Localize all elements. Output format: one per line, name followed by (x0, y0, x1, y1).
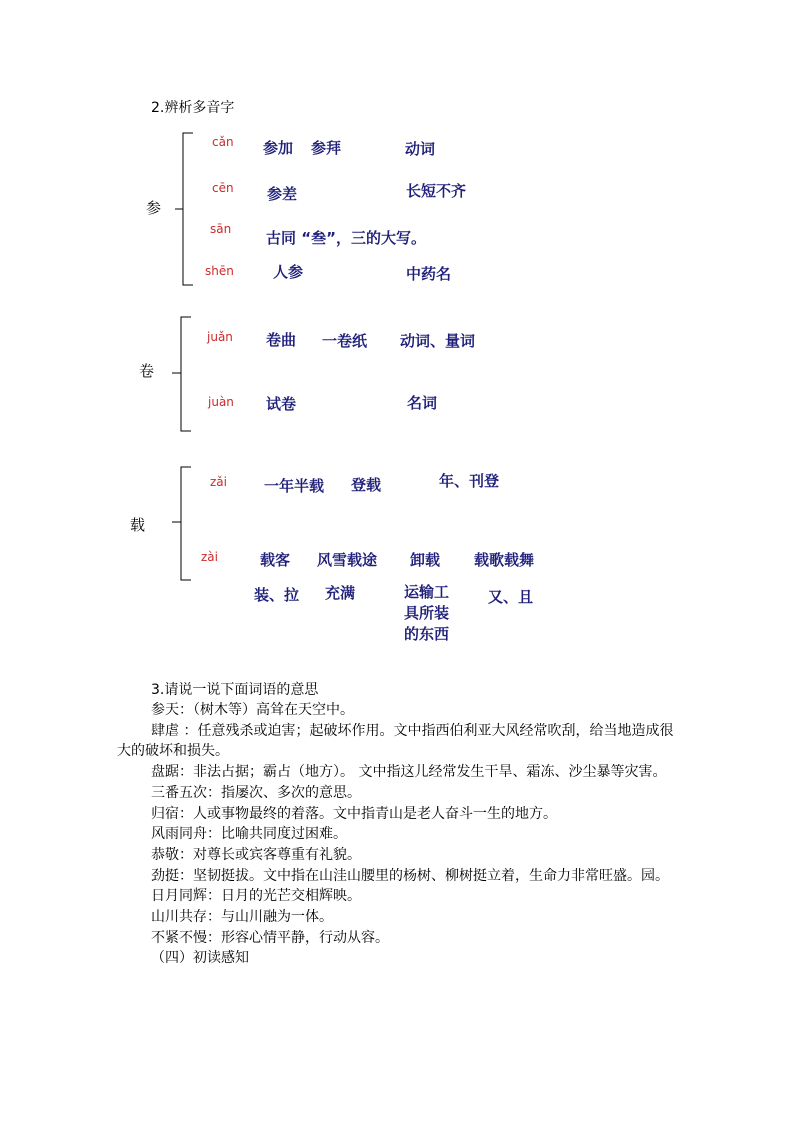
section-3-title: 3.请说一说下面词语的意思 (151, 682, 319, 698)
word-juanqu: 卷曲 (266, 331, 297, 349)
word-cenci: 参差 (267, 185, 298, 203)
word-renshen: 人参 (273, 263, 304, 281)
section-3 (151, 680, 681, 701)
pinyin-can3: cǎn (212, 135, 234, 149)
pinyin-cen1: cēn (212, 181, 234, 195)
def-jingting: 劲挺：坚韧挺拔。文中指在山洼山腰里的杨树、柳树挺立着，生命力非常旺盛。园。 (151, 867, 669, 884)
word-shijuan: 试卷 (266, 395, 297, 413)
definition-list (117, 700, 679, 969)
def-guisu: 归宿：人或事物最终的着落。文中指青山是老人奋斗一生的地方。 (151, 805, 557, 822)
brace-juan (172, 317, 191, 431)
meaning-chongman: 充满 (325, 584, 356, 602)
def-gongjing: 恭敬：对尊长或宾客尊重有礼貌。 (151, 846, 361, 863)
brace-can (175, 133, 193, 285)
pinyin-juan4: juàn (208, 395, 234, 409)
section-2-title: 2.辨析多音字 (151, 100, 235, 116)
def-fengyutongzhou: 风雨同舟：比喻共同度过困难。 (151, 826, 347, 843)
word-fengxuezaitu: 风雪载途 (317, 551, 378, 569)
pinyin-zai3: zǎi (210, 475, 227, 489)
word-dengzai: 登载 (351, 476, 382, 494)
section-4-title: （四）初读感知 (151, 950, 249, 967)
word-yijuanzhi: 一卷纸 (322, 332, 368, 350)
char-juan: 卷 (139, 362, 155, 380)
def-panju: 盘踞：非法占据；霸占（地方）。 文中指这儿经常发生干旱、霜冻、沙尘暴等灾害。 (151, 764, 667, 781)
brace-zai (172, 467, 191, 580)
word-canbai: 参拜 (311, 139, 342, 157)
word-yinianbanzai: 一年半载 (264, 477, 325, 495)
pinyin-zai4: zài (201, 550, 218, 564)
char-zai: 载 (130, 516, 146, 534)
char-can: 参 (146, 199, 162, 217)
note-changduan: 长短不齐 (406, 182, 467, 200)
note-mingci: 名词 (407, 394, 438, 412)
meaning-youqie: 又、且 (488, 588, 534, 606)
meaning-yunshu: 运输工具所装的东西 (404, 583, 450, 643)
word-xiezai: 卸载 (410, 551, 441, 569)
def-sinue: 肆虐 ：任意残杀或迫害；起破坏作用。文中指西伯利亚大风经常吹刮，给当地造成很大的破坏和损失。 (117, 722, 674, 760)
pinyin-san1: sān (210, 222, 232, 236)
note-dongci: 动词 (405, 140, 436, 158)
note-dongci-liangci: 动词、量词 (400, 332, 476, 350)
def-riyuetonghui: 日月同辉：日月的光芒交相辉映。 (151, 888, 361, 905)
def-sanfanwuci: 三番五次：指屡次、多次的意思。 (151, 784, 361, 801)
meaning-zhuangla: 装、拉 (254, 586, 300, 604)
note-nian-kandeng: 年、刊登 (439, 472, 500, 490)
def-shanchuangongcun: 山川共存：与山川融为一体。 (151, 909, 333, 926)
def-cantian: 参天：（树木等）高耸在天空中。 (151, 702, 354, 718)
pinyin-shen1: shēn (205, 264, 234, 278)
word-gutong: 古同 “叁”，三的大写。 (266, 229, 426, 247)
word-zaike: 载客 (260, 551, 291, 569)
pinyin-juan3: juǎn (207, 330, 233, 344)
def-bujinbuman: 不紧不慢：形容心情平静，行动从容。 (151, 929, 389, 946)
note-zhongyao: 中药名 (406, 265, 452, 283)
word-zaigezaiwu: 载歌载舞 (474, 551, 535, 569)
word-canjia: 参加 (263, 139, 294, 157)
